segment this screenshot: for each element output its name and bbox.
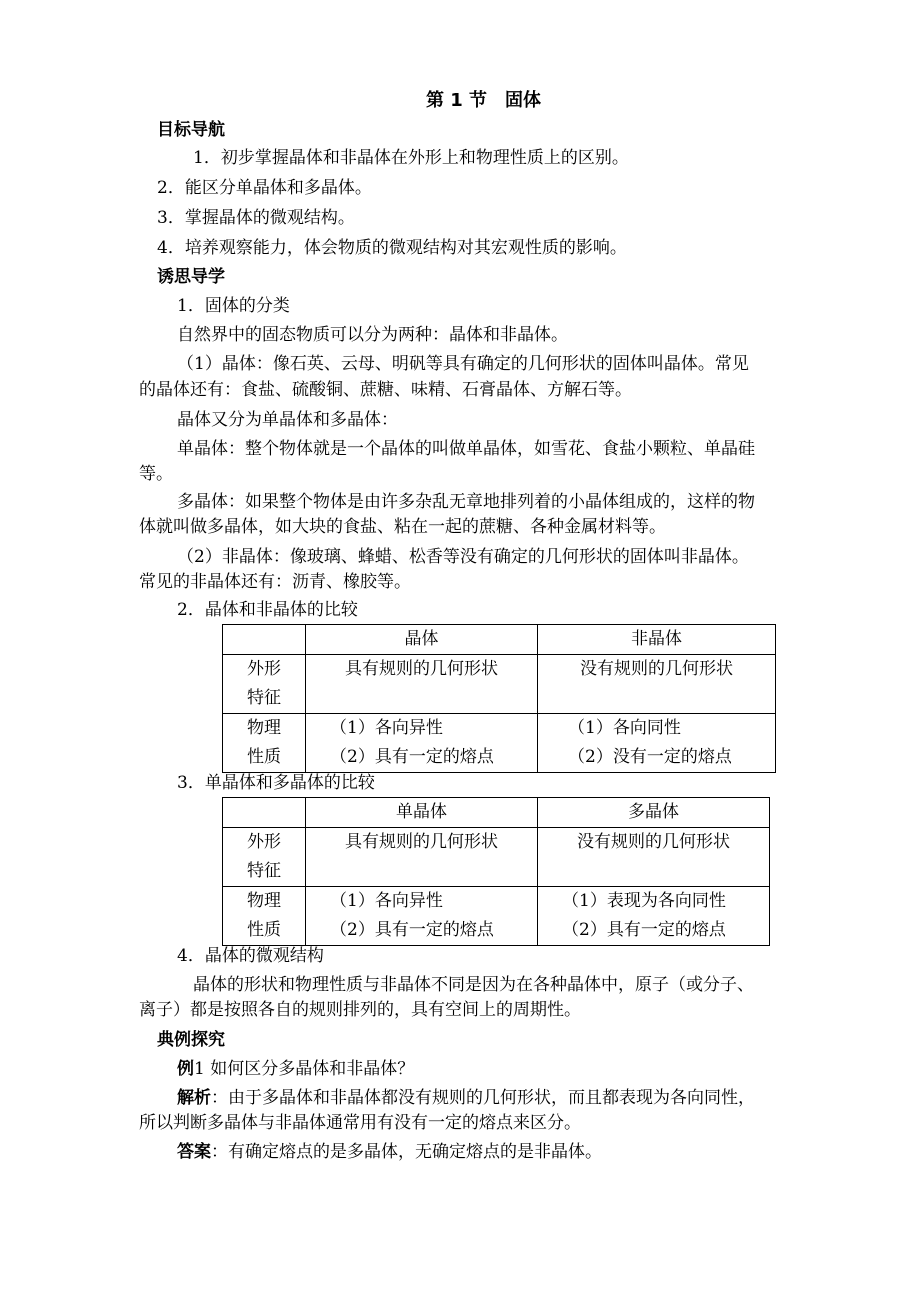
table-cell: 具有规则的几何形状 [306, 655, 538, 714]
table-row-label [223, 828, 306, 887]
table-cell [538, 887, 770, 946]
paragraph: 的晶体还有：食盐、硫酸铜、蔗糖、味精、石膏晶体、方解石等。 [139, 380, 632, 400]
answer-line [177, 1141, 602, 1163]
row-label-line: 性质 [247, 747, 281, 767]
table-cell [223, 625, 306, 655]
table-cell: 没有规则的几何形状 [538, 655, 776, 714]
table-cell: 没有规则的几何形状 [538, 828, 770, 887]
cell-line: （1）表现为各向同性 [562, 891, 726, 911]
table-header-cell: 非晶体 [538, 625, 776, 655]
table-row [223, 625, 776, 655]
paragraph: 单晶体：整个物体就是一个晶体的叫做单晶体，如雪花、食盐小颗粒、单晶硅 [177, 439, 755, 459]
cell-line: （2）没有一定的熔点 [568, 747, 732, 767]
paragraph: 晶体又分为单晶体和多晶体： [177, 410, 398, 430]
cell-line: （2）具有一定的熔点 [330, 920, 494, 940]
answer-text: ：有确定熔点的是多晶体，无确定熔点的是非晶体。 [211, 1142, 602, 1162]
subsection-title: 4．晶体的微观结构 [177, 946, 324, 966]
table-cell [223, 798, 306, 828]
analysis-line [177, 1087, 755, 1109]
example-text: 1 如何区分多晶体和非晶体？ [194, 1059, 415, 1079]
crystal-comparison-table [222, 624, 776, 773]
section-heading-guide: 诱思导学 [157, 267, 225, 287]
paragraph: 常见的非晶体还有：沥青、橡胶等。 [139, 572, 411, 592]
table-row [223, 828, 770, 887]
subsection-title: 3．单晶体和多晶体的比较 [177, 773, 375, 793]
table-row-label [223, 714, 306, 773]
section-heading-goals: 目标导航 [157, 120, 225, 140]
table-cell: 具有规则的几何形状 [306, 828, 538, 887]
paragraph: 等。 [139, 464, 173, 484]
example-label: 例 [177, 1059, 194, 1079]
table-cell [538, 714, 776, 773]
example-question [177, 1058, 414, 1080]
paragraph: 所以判断多晶体与非晶体通常用有没有一定的熔点来区分。 [139, 1113, 581, 1133]
goal-item: 3．掌握晶体的微观结构。 [157, 208, 355, 228]
table-row-label [223, 655, 306, 714]
cell-line: （1）各向异性 [330, 891, 443, 911]
table-row [223, 798, 770, 828]
cell-line: （2）具有一定的熔点 [330, 747, 494, 767]
row-label-line: 特征 [247, 688, 281, 708]
row-label-line: 外形 [247, 832, 281, 852]
paragraph: 自然界中的固态物质可以分为两种：晶体和非晶体。 [177, 325, 568, 345]
cell-line: （1）各向异性 [330, 718, 443, 738]
single-poly-comparison-table [222, 797, 770, 946]
paragraph: 离子）都是按照各自的规则排列的，具有空间上的周期性。 [139, 1000, 581, 1020]
analysis-text: ：由于多晶体和非晶体都没有规则的几何形状，而且都表现为各向同性， [211, 1088, 755, 1108]
paragraph: （1）晶体：像石英、云母、明矾等具有确定的几何形状的固体叫晶体。常见 [177, 354, 749, 374]
table-header-cell: 多晶体 [538, 798, 770, 828]
table-row [223, 655, 776, 714]
table-row-label [223, 887, 306, 946]
goal-item: 4．培养观察能力，体会物质的微观结构对其宏观性质的影响。 [157, 238, 627, 258]
analysis-label: 解析 [177, 1088, 211, 1108]
section-heading-examples: 典例探究 [157, 1030, 225, 1050]
goal-item: 1．初步掌握晶体和非晶体在外形上和物理性质上的区别。 [193, 148, 629, 168]
table-cell [306, 714, 538, 773]
answer-label: 答案 [177, 1142, 211, 1162]
paragraph: 体就叫做多晶体，如大块的食盐、粘在一起的蔗糖、各种金属材料等。 [139, 517, 666, 537]
paragraph: 多晶体：如果整个物体是由许多杂乱无章地排列着的小晶体组成的，这样的物 [177, 492, 755, 512]
row-label-line: 性质 [247, 920, 281, 940]
cell-line: （1）各向同性 [568, 718, 681, 738]
table-header-cell: 晶体 [306, 625, 538, 655]
paragraph: 晶体的形状和物理性质与非晶体不同是因为在各种晶体中，原子（或分子、 [193, 975, 754, 995]
paragraph: （2）非晶体：像玻璃、蜂蜡、松香等没有确定的几何形状的固体叫非晶体。 [177, 547, 749, 567]
subsection-title: 1．固体的分类 [177, 296, 290, 316]
table-row [223, 714, 776, 773]
table-cell [306, 887, 538, 946]
goal-item: 2．能区分单晶体和多晶体。 [157, 178, 372, 198]
table-row [223, 887, 770, 946]
row-label-line: 外形 [247, 659, 281, 679]
subsection-title: 2．晶体和非晶体的比较 [177, 600, 358, 620]
row-label-line: 特征 [247, 861, 281, 881]
row-label-line: 物理 [247, 718, 281, 738]
page-title: 第 1 节 固体 [426, 90, 542, 111]
table-header-cell: 单晶体 [306, 798, 538, 828]
row-label-line: 物理 [247, 891, 281, 911]
cell-line: （2）具有一定的熔点 [562, 920, 726, 940]
